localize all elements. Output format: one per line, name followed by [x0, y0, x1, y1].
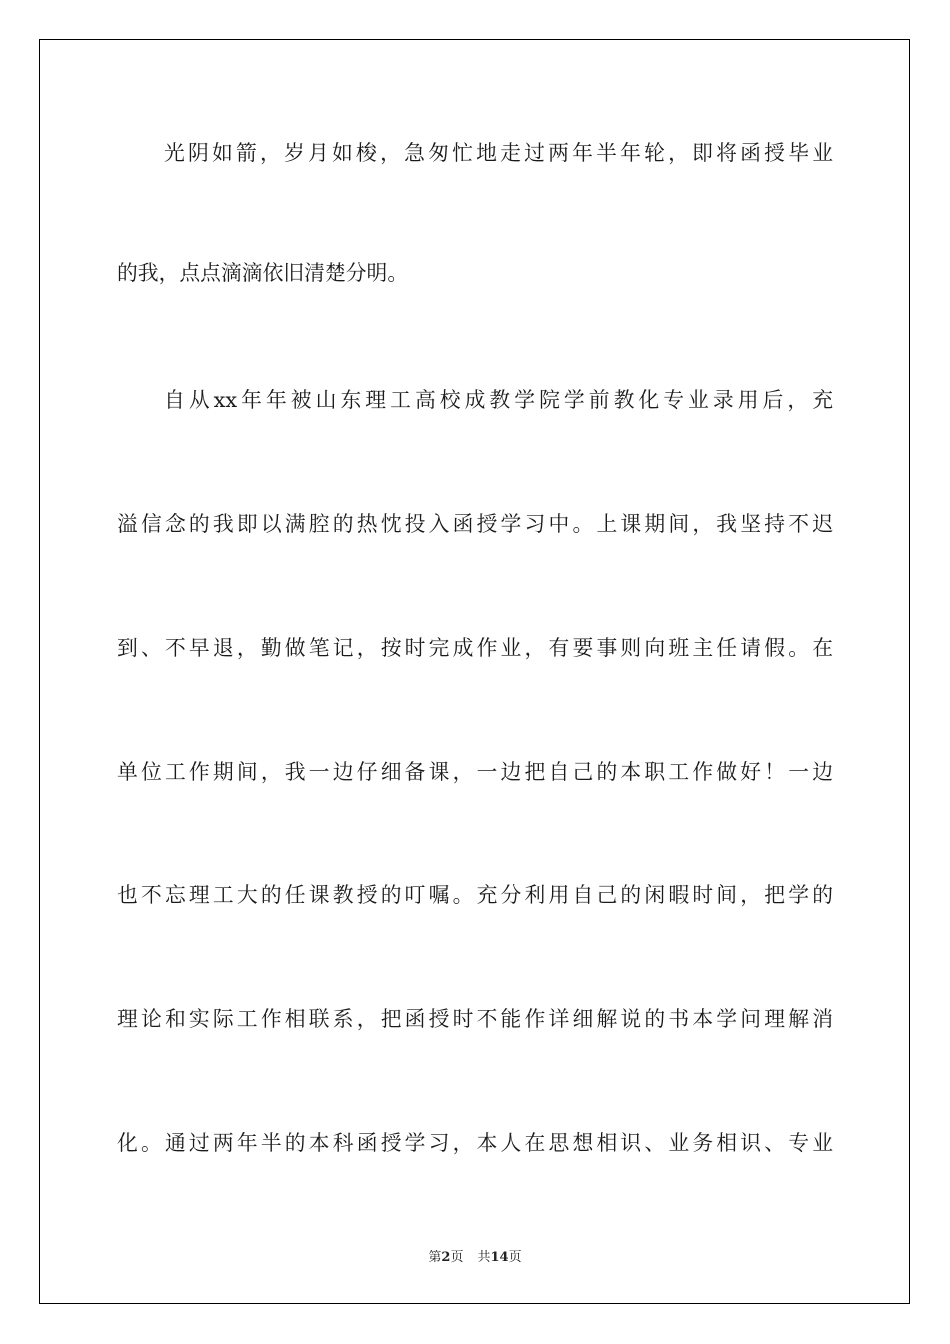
paragraph-1-line-2: 的我，点点滴滴依旧清楚分明。 — [117, 261, 409, 285]
footer-page-prefix: 第 — [428, 1250, 442, 1265]
page-border — [39, 39, 910, 1304]
footer-page-current: 2 — [441, 1250, 451, 1265]
footer-page-unit: 页 — [450, 1250, 464, 1265]
footer-total-prefix: 共 — [477, 1250, 491, 1265]
paragraph-2-line-5: 也不忘理工大的任课教授的叮嘱。充分利用自己的闲暇时间，把学的 — [117, 883, 833, 907]
paragraph-2-line-4: 单位工作期间，我一边仔细备课，一边把自己的本职工作做好！一边 — [117, 760, 833, 784]
footer-total-unit: 页 — [508, 1250, 522, 1265]
paragraph-2-line-1: 自从xx年年被山东理工高校成教学院学前教化专业录用后，充 — [164, 388, 833, 412]
paragraph-2-line-3: 到、不早退，勤做笔记，按时完成作业，有要事则向班主任请假。在 — [117, 636, 833, 660]
page-footer — [0, 1246, 950, 1265]
paragraph-2-line-7: 化。通过两年半的本科函授学习，本人在思想相识、业务相识、专业 — [117, 1131, 833, 1155]
paragraph-1-line-1: 光阴如箭，岁月如梭，急匆忙地走过两年半年轮，即将函授毕业 — [164, 141, 833, 165]
paragraph-2-line-2: 溢信念的我即以满腔的热忱投入函授学习中。上课期间，我坚持不迟 — [117, 512, 833, 536]
paragraph-2-line-6: 理论和实际工作相联系，把函授时不能作详细解说的书本学问理解消 — [117, 1007, 833, 1031]
footer-page-total: 14 — [490, 1250, 509, 1265]
